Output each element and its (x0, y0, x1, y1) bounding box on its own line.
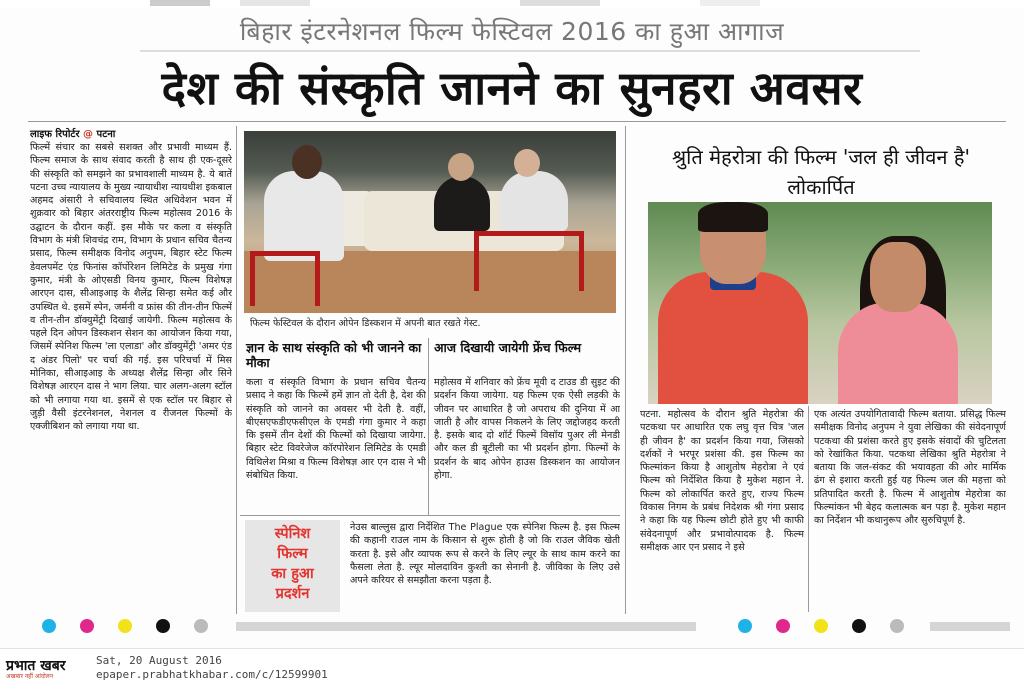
culture-article: कला व संस्कृति विभाग के प्रधान सचिव चैतन्य प्रसाद ने कहा कि फिल्में हमें ज्ञान तो देती है, देश की संस्कृति को जानने का अवसर भी देती है. वहीं, बीएसएफडीएफसीएल के एमडी गंगा कुमार ने कहा कि इसमें तीन देशों की फिल्मों को दिखाया जायेगा. बिहार स्टेट विवरेजेज कॉरपोरेशन लिमिटेड के एमडी विथिलेश मिश्रा व फिल्म विशेषज्ञ आर एन दास ने भी संबोधित किया. (246, 377, 426, 482)
byline-city: पटना (96, 129, 116, 140)
column-divider (236, 126, 237, 614)
spanish-box-line: फिल्म (277, 546, 308, 562)
registration-cyan-dot (42, 619, 56, 633)
spanish-article: नेउस बाल्लुस द्वारा निर्देशित The Plague एक स्पेनिश फिल्म है. इस फिल्म की कहानी राउल नाम के किसान से शुरू होती है जो कि राउल जैविक खेती करता है. इसे और व्यापक रूप से करने के लिए ल्यूर के साथ काम करने का फैसला लेता है. ल्यूर मोलदाविन कुश्ती का सेनानी है. जीविका के लिए उसे अपने करियर से समझौता करना पड़ता है. (350, 522, 620, 587)
spanish-film-box (245, 520, 340, 612)
right-story-title: श्रुति मेहरोत्रा की फिल्म 'जल ही जीवन है' लोकार्पित (672, 145, 970, 199)
registration-magenta-dot (776, 619, 790, 633)
registration-grey-dot (890, 619, 904, 633)
headline-rule (28, 121, 1006, 122)
left-column-article: फिल्में संचार का सबसे सशक्त और प्रभावी माध्यम हैं. फिल्म समाज के साथ संवाद करती है साथ ही एक-दूसरे की संस्कृति को समझने का प्रभावशाली माध्यम है. ये बातें पटना उच्च न्यायालय के मुख्य न्यायाधीश न्यायधीश इकबाल अहमद अंसारी ने सचिवालय स्थित अधिवेशन भवन में शुक्रवार को बिहार अंतरराष्ट्रीय फिल्म महोत्सव 2016 के उद्घाटन के दौरान कहीं. इस मौके पर कला व संस्कृति विभाग के मंत्री शिवचंद्र राम, विभाग के प्रधान सचिव चैतन्य प्रसाद, फिल्म समीक्षक विनोद अनुपम, बिहार स्टेट फिल्म डेवलपमेंट एंड फिनांस कॉर्पोरेशन लिमिटेड के प्रमुख गंगा कुमार, मंत्री के ओएसडी विनय कुमार, फिल्म विशेषज्ञ आरएन दास, सीआइआइ के शैलेंद्र सिन्हा समेत कई और उपस्थित थे. इसमें स्पेन, जर्मनी व फ्रांस की तीन-तीन फिल्में व तीन-तीन डॉक्युमेंट्री दिखाई जायेगी. फिल्म महोत्सव के पहले दिन ओपन डिस्कशन सेशन का आयोजन किया गया, जिसमें स्पेनिश फिल्म 'ला एलाडा' और डॉक्युमेंट्री 'अमर एंड द अंडर पिलो' पर चर्चा की गई. इस परिचर्चा में मिस मोनिका, सीआइआइ के अध्यक्ष शैलेंद्र सिन्हा और सिने विशेषज्ञ आरएन दास ने भाग लिया. चार अलग-अलग स्टॉल को भी लगाया गया था. इसमें से एक स्टॉल पर बिहार से जुड़ी वैसी इंटरनेशनल, नेशनल व रीजनल फिल्मों के एक्जीबिशन को लगाया गया था. (30, 142, 232, 433)
registration-yellow-dot (814, 619, 828, 633)
kicker-divider (140, 50, 920, 52)
photo-caption: फिल्म फेस्टिवल के दौरान ओपेन डिस्कशन में अपनी बात रखते गेस्ट. (250, 318, 481, 329)
edition-date: Sat, 20 August 2016 (96, 654, 222, 667)
byline-at: @ (83, 129, 94, 140)
registration-cyan-dot (738, 619, 752, 633)
french-article: महोत्सव में शनिवार को फ्रेंच मूवी द टाउड डी सुइट की प्रदर्शन किया जायेगा. यह फिल्म एक ऐसी लड़की के जीवन पर आधारित है जो अपराध की दुनिया में आ जाती है और वापस निकलने के लिए जद्दोजहद करती है. इसके बाद दो शॉर्ट फिल्में विसॉय पुअर ली मेनडी और कल डी बूटीली का भी प्रदर्शन होगा. फिल्मों के प्रदर्शन के बाद ओपेन हाउस डिस्कशन का आयोजन होगा. (434, 377, 620, 482)
prabhat-khabar-logo[interactable] (6, 655, 92, 679)
filmmakers-photo (648, 202, 992, 404)
spanish-box-line: स्पेनिश (274, 526, 311, 542)
previous-page-strip (0, 0, 1024, 8)
kicker-headline: बिहार इंटरनेशनल फिल्म फेस्टिवल 2016 का हुआ आगाज (239, 17, 785, 46)
registration-black-dot (852, 619, 866, 633)
epaper-url[interactable]: epaper.prabhatkhabar.com/c/12599901 (96, 668, 328, 681)
spanish-box-line: का हुआ (271, 566, 314, 582)
byline-reporter: लाइफ रिपोर्टर (30, 129, 80, 140)
right-story-column-1: पटना. महोत्सव के दौरान श्रुति मेहरोत्रा की पटकथा पर आधारित एक लघु वृत्त चित्र 'जल ही जीवन है' का प्रदर्शन किया गया, जिसको दर्शकों ने भरपूर प्रशंसा की. इस फिल्म का फिल्मांकन किया है आशुतोष मेहरोत्रा ने एवं फिल्म को निर्देशित किया है मुकेश महान ने. फिल्म को लोकार्पित करते हुए, राज्य फिल्म विकास निगम के प्रबंध निदेशक श्री गंगा प्रसाद ने कहा कि यह फिल्म छोटी होते हुए भी काफी संवेदनापूर्ण और प्रभावोत्पादक है. फिल्म समीक्षक आर एन प्रसाद ने इसे (640, 409, 804, 553)
culture-heading: ज्ञान के साथ संस्कृति को भी जानने का मौका (246, 340, 422, 370)
registration-grey-dot (194, 619, 208, 633)
french-heading: आज दिखायी जायेगी फ्रेंच फिल्म (434, 340, 582, 355)
brand-tagline: अखबार नहीं आंदोलन (6, 673, 54, 680)
right-story-column-2: एक अत्यंत उपयोगितावादी फिल्म बताया. प्रसिद्ध फिल्म समीक्षक विनोद अनुपम ने युवा लेखिका की संवेदनापूर्ण पटकथा की प्रशंसा करते हुए इसके संवादों की चुटिलता को रेखांकित किया. पटकथा लेखिका श्रुति मेहरोत्रा ने बताया कि जल-संकट की भयावहता की ओर मार्मिक ढंग से इशारा करती हुई यह फिल्म जल की महत्ता को प्रतिपादित करती है. फिल्म में आशुतोष मेहरोत्रा का फिल्मांकन भी बेहद कलात्मक बन पड़ा है. मुकेश महान का निर्देशन भी कथानुरूप और सुरुचिपूर्ण है. (814, 409, 1006, 527)
panel-discussion-photo (244, 131, 616, 313)
print-colorbar (236, 622, 696, 631)
registration-yellow-dot (118, 619, 132, 633)
brand-name: प्रभात खबर (6, 658, 66, 674)
main-headline: देश की संस्कृति जानने का सुनहरा अवसर (161, 61, 863, 115)
registration-black-dot (156, 619, 170, 633)
column-divider (428, 338, 429, 516)
print-colorbar (930, 622, 1010, 631)
column-divider (808, 406, 809, 612)
section-rule (240, 515, 620, 516)
spanish-box-line: प्रदर्शन (275, 586, 310, 602)
column-divider (625, 126, 626, 614)
registration-magenta-dot (80, 619, 94, 633)
byline (30, 126, 115, 140)
